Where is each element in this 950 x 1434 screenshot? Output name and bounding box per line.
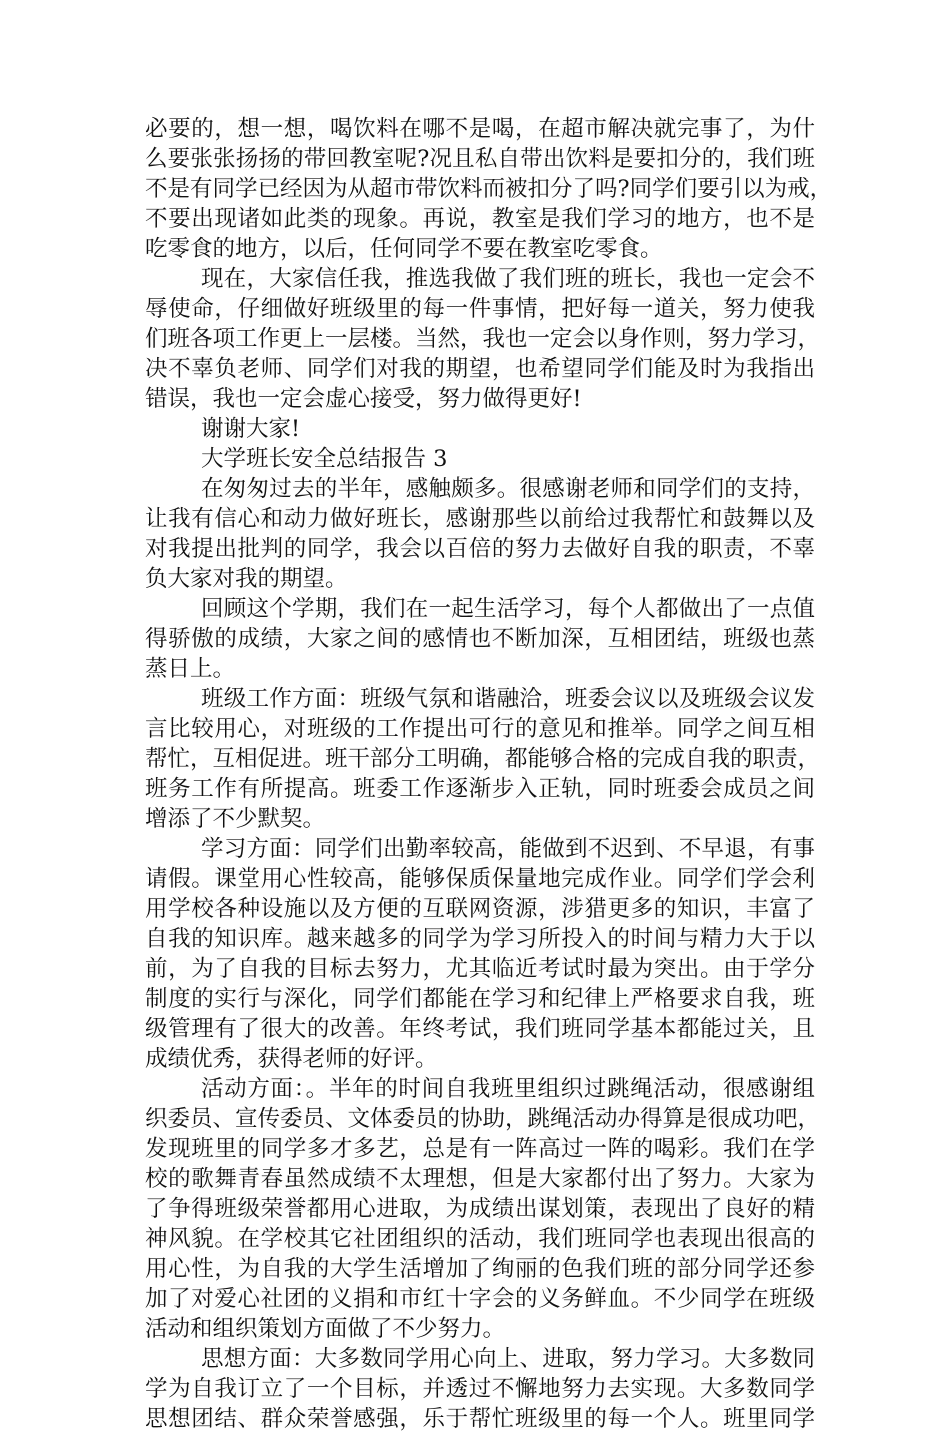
text-line: 辱使命，仔细做好班级里的每一件事情，把好每一道关，努力使我 [145, 296, 815, 322]
text-line: 对我提出批判的同学，我会以百倍的努力去做好自我的职责，不辜 [145, 536, 815, 562]
text-line: 负大家对我的期望。 [145, 566, 348, 592]
text-line: 现在，大家信任我，推选我做了我们班的班长，我也一定会不 [201, 266, 815, 292]
text-line: 班务工作有所提高。班委工作逐渐步入正轨，同时班委会成员之间 [145, 776, 815, 802]
text-line: 请假。课堂用心性较高，能够保质保量地完成作业。同学们学会利 [145, 866, 815, 892]
text-line: 吃零食的地方，以后，任何同学不要在教室吃零食。 [145, 236, 663, 262]
text-line: 思想团结、群众荣誉感强，乐于帮忙班级里的每一个人。班里同学 [145, 1406, 815, 1432]
text-line: 前，为了自我的目标去努力，尤其临近考试时最为突出。由于学分 [145, 956, 815, 982]
document-page [145, 114, 833, 1434]
text-line: 在匆匆过去的半年，感触颇多。很感谢老师和同学们的支持， [201, 476, 815, 502]
text-line: 校的歌舞青春虽然成绩不太理想，但是大家都付出了努力。大家为 [145, 1166, 815, 1192]
text-line: 必要的，想一想，喝饮料在哪不是喝，在超市解决就完事了，为什 [145, 116, 815, 142]
text-line: 不是有同学已经因为从超市带饮料而被扣分了吗?同学们要引以为戒， [145, 176, 833, 202]
text-line: 增添了不少默契。 [145, 806, 326, 832]
text-line: 神风貌。在学校其它社团组织的活动，我们班同学也表现出很高的 [145, 1226, 815, 1252]
text-line: 发现班里的同学多才多艺，总是有一阵高过一阵的喝彩。我们在学 [145, 1136, 815, 1162]
text-line: 学习方面：同学们出勤率较高，能做到不迟到、不早退，有事 [201, 836, 815, 862]
text-line: 制度的实行与深化，同学们都能在学习和纪律上严格要求自我，班 [145, 986, 815, 1012]
text-line: 用心性，为自我的大学生活增加了绚丽的色我们班的部分同学还参 [145, 1256, 815, 1282]
text-line: 活动方面：。半年的时间自我班里组织过跳绳活动，很感谢组 [201, 1076, 815, 1102]
text-line: 让我有信心和动力做好班长，感谢那些以前给过我帮忙和鼓舞以及 [145, 506, 815, 532]
text-line: 言比较用心，对班级的工作提出可行的意见和推举。同学之间互相 [145, 716, 815, 742]
text-line: 级管理有了很大的改善。年终考试，我们班同学基本都能过关，且 [145, 1016, 815, 1042]
text-line: 么要张张扬扬的带回教室呢?况且私自带出饮料是要扣分的，我们班 [145, 146, 815, 172]
text-line: 帮忙，互相促进。班干部分工明确，都能够合格的完成自我的职责， [145, 746, 821, 772]
text-line: 决不辜负老师、同学们对我的期望，也希望同学们能及时为我指出 [145, 356, 815, 382]
text-line: 了争得班级荣誉都用心进取，为成绩出谋划策，表现出了良好的精 [145, 1196, 815, 1222]
text-line: 大学班长安全总结报告 3 [201, 446, 448, 472]
text-line: 学为自我订立了一个目标，并透过不懈地努力去实现。大多数同学 [145, 1376, 815, 1402]
text-line: 回顾这个学期，我们在一起生活学习，每个人都做出了一点值 [201, 596, 815, 622]
text-line: 错误，我也一定会虚心接受，努力做得更好! [145, 386, 582, 412]
text-line: 自我的知识库。越来越多的同学为学习所投入的时间与精力大于以 [145, 926, 815, 952]
text-line: 不要出现诸如此类的现象。再说，教室是我们学习的地方，也不是 [145, 206, 815, 232]
text-line: 们班各项工作更上一层楼。当然，我也一定会以身作则，努力学习， [145, 326, 821, 352]
text-line: 加了对爱心社团的义捐和市红十字会的义务鲜血。不少同学在班级 [145, 1286, 815, 1312]
text-line: 思想方面：大多数同学用心向上、进取，努力学习。大多数同 [201, 1346, 815, 1372]
text-line: 得骄傲的成绩，大家之间的感情也不断加深，互相团结，班级也蒸 [145, 626, 815, 652]
text-line: 班级工作方面：班级气氛和谐融洽，班委会议以及班级会议发 [201, 686, 815, 712]
text-line: 谢谢大家! [201, 416, 301, 442]
text-line: 成绩优秀，获得老师的好评。 [145, 1046, 438, 1072]
text-line: 用学校各种设施以及方便的互联网资源，涉猎更多的知识，丰富了 [145, 896, 815, 922]
text-line: 蒸日上。 [145, 656, 236, 682]
text-line: 织委员、宣传委员、文体委员的协助，跳绳活动办得算是很成功吧， [145, 1106, 821, 1132]
text-line: 活动和组织策划方面做了不少努力。 [145, 1316, 506, 1342]
